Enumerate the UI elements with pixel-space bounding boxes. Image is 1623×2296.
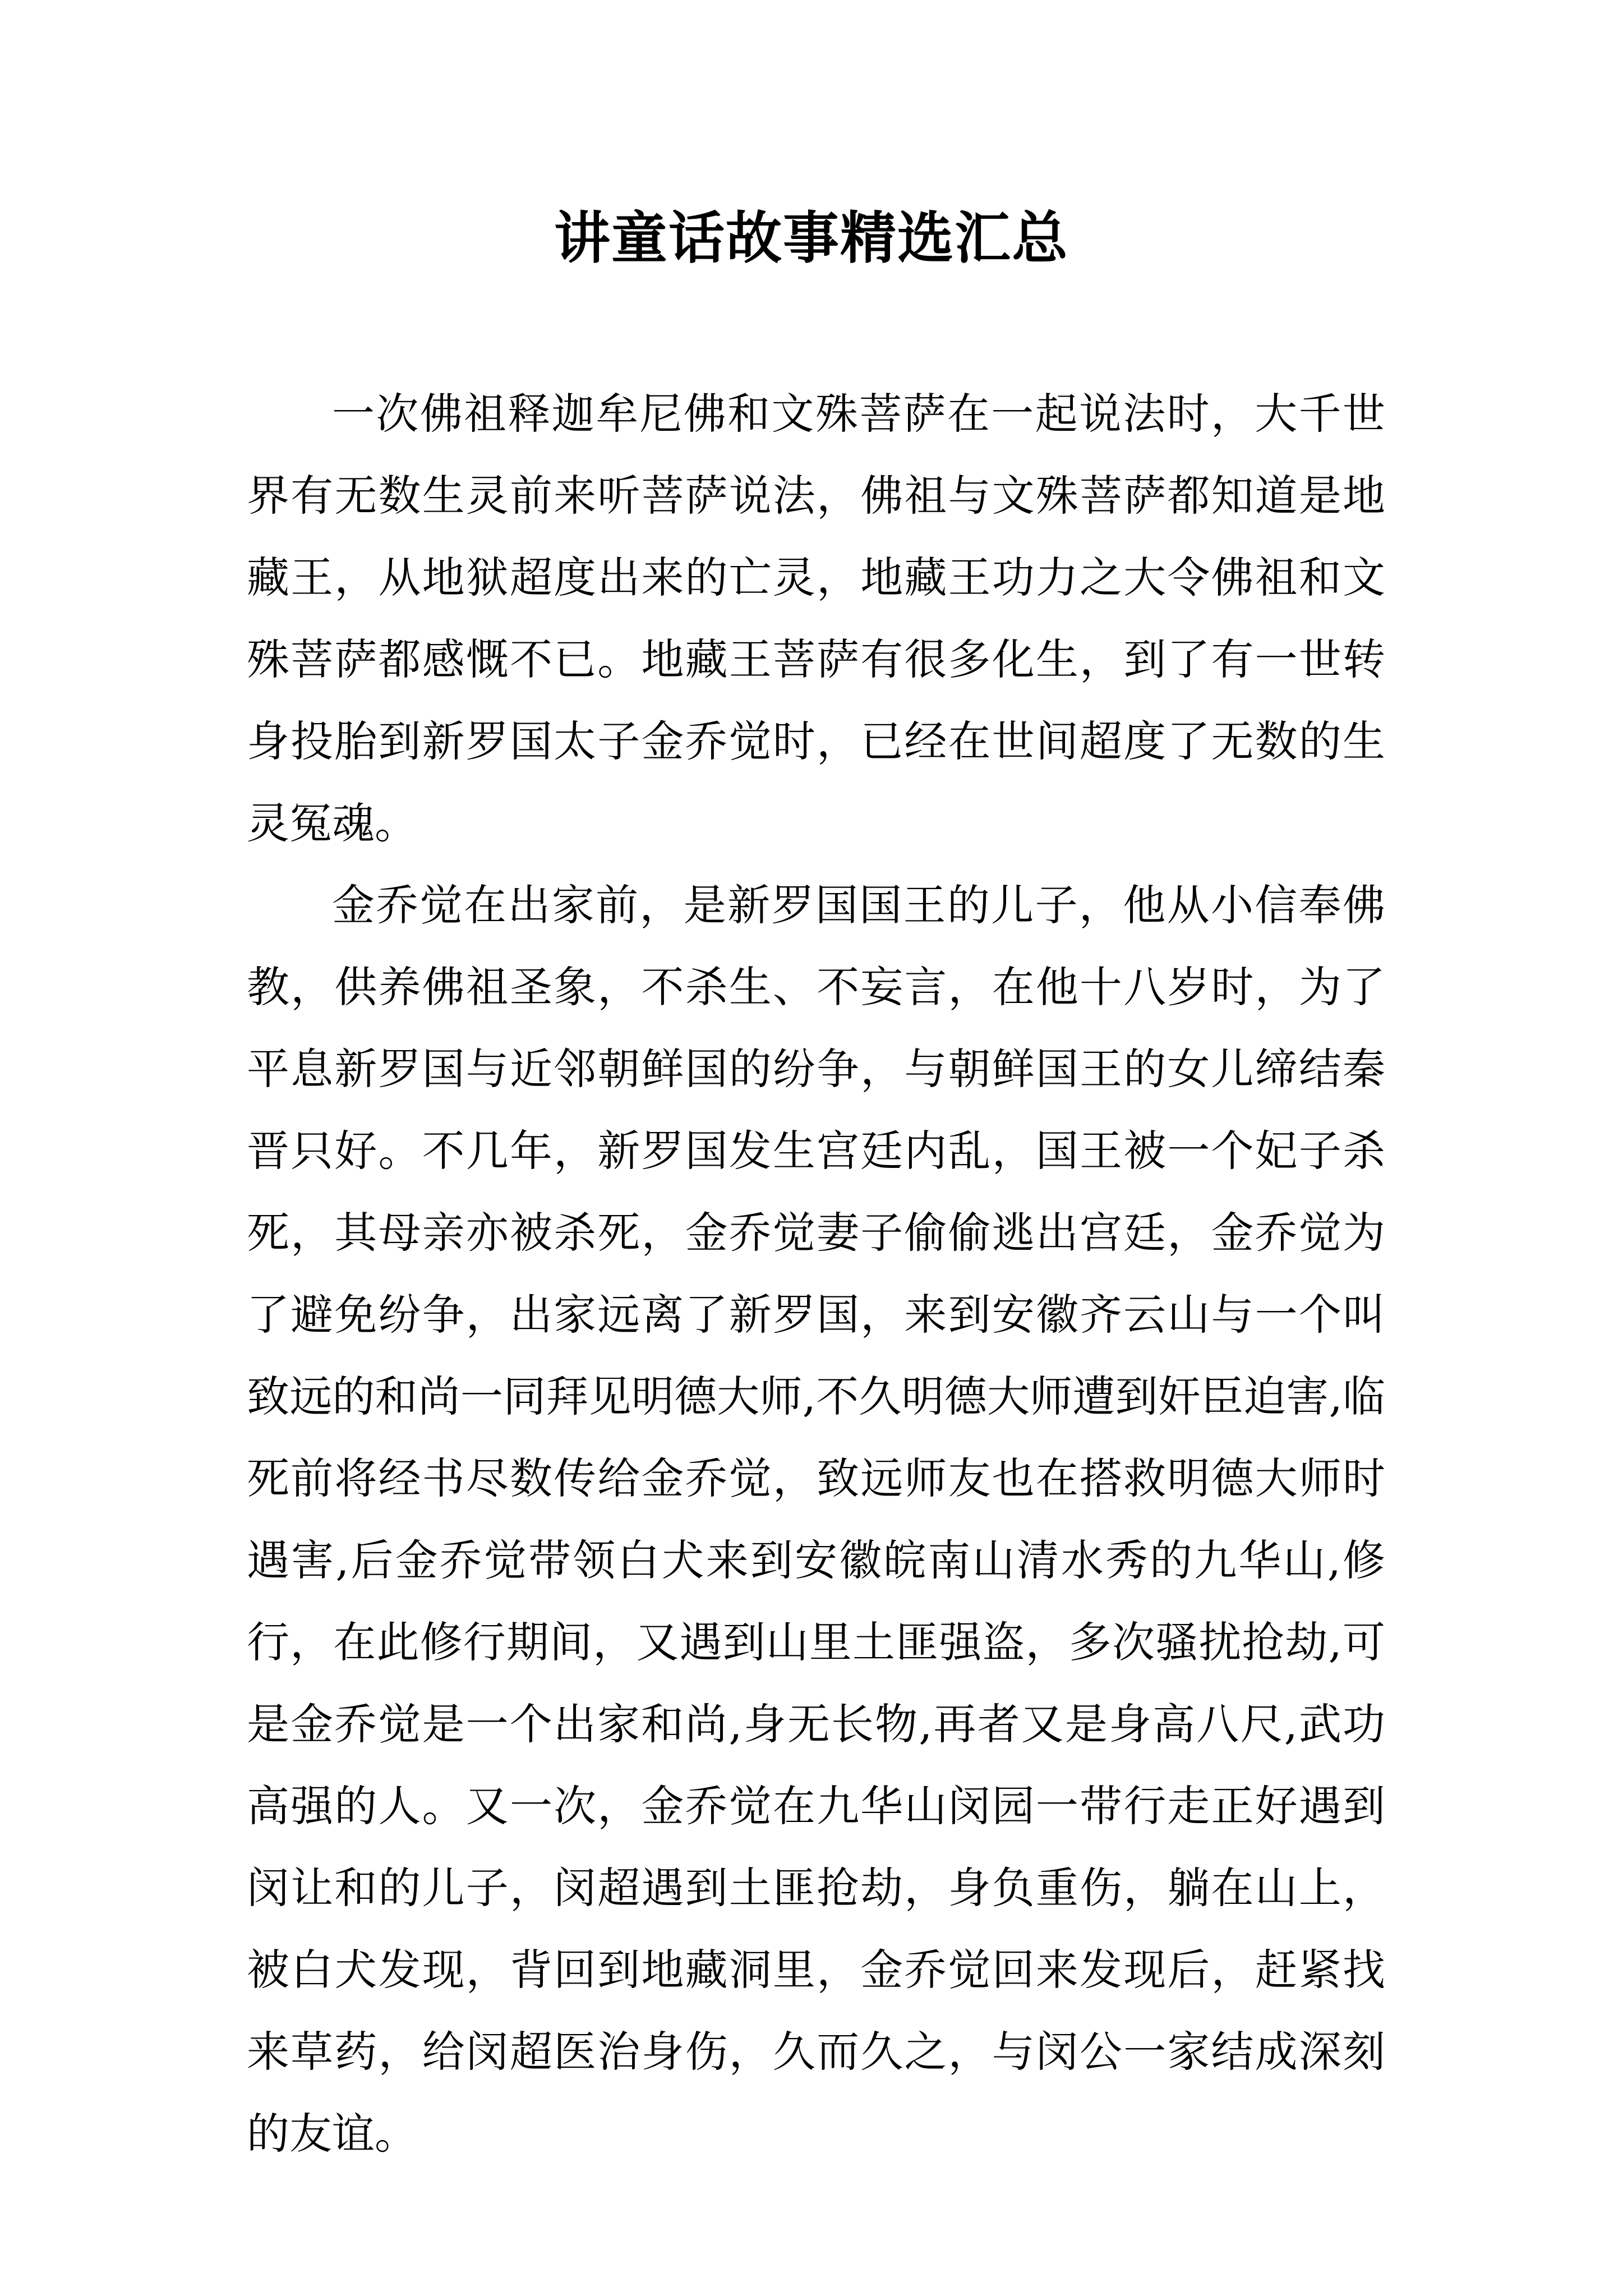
paragraph: 金乔觉在出家前，是新罗国国王的儿子，他从小信奉佛教，供养佛祖圣象，不杀生、不妄言，在他十八岁时，为了平息新罗国与近邻朝鲜国的纷争，与朝鲜国王的女儿缔结秦晋只好。不几年，新罗国发生宫廷内乱，国王被一个妃子杀死，其母亲亦被杀死，金乔觉妻子偷偷逃出宫廷，金乔觉为了避免纷争，出家远离了新罗国，来到安徽齐云山与一个叫致远的和尚一同拜见明德大师,不久明德大师遭到奸臣迫害,临死前将经书尽数传给金乔觉，致远师友也在搭救明德大师时遇害,后金乔觉带领白犬来到安徽皖南山清水秀的九华山,修行，在此修行期间，又遇到山里土匪强盗，多次骚扰抢劫,可是金乔觉是一个出家和尚,身无长物,再者又是身高八尺,武功高强的人。又一次，金乔觉在九华山闵园一带行走正好遇到闵让和的儿子，闵超遇到土匪抢劫，身负重伤，躺在山上，被白犬发现，背回到地藏洞里，金乔觉回来发现后，赶紧找来草药，给闵超医治身伤，久而久之，与闵公一家结成深刻的友谊。 xyxy=(247,880,1385,2159)
document-body xyxy=(247,373,1385,2175)
paragraph: 一次佛祖释迦牟尼佛和文殊菩萨在一起说法时，大千世界有无数生灵前来听菩萨说法，佛祖与文殊菩萨都知道是地藏王，从地狱超度出来的亡灵，地藏王功力之大令佛祖和文殊菩萨都感慨不已。地藏王菩萨有很多化生，到了有一世转身投胎到新罗国太子金乔觉时，已经在世间超度了无数的生灵冤魂。 xyxy=(247,389,1385,848)
document-title: 讲童话故事精选汇总 xyxy=(554,205,1069,271)
